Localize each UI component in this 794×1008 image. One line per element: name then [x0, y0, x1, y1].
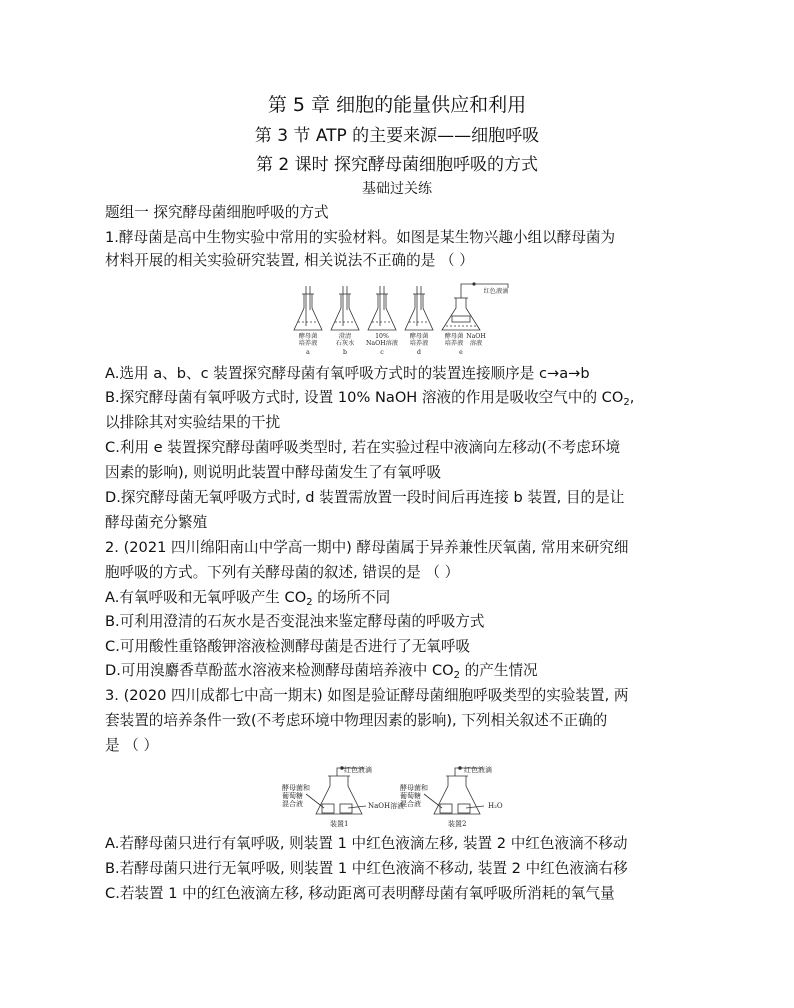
q3-fig1-caption: 装置1	[330, 820, 349, 828]
lesson-title: 第 2 课时 探究酵母菌细胞呼吸的方式	[255, 155, 539, 175]
q3-fig2-solution: H₂O	[488, 802, 503, 810]
exercise-title: 基础过关练	[362, 181, 432, 197]
q1-option-a: A.选用 a、b、c 装置探究酵母菌有氧呼吸方式时的装置连接顺序是 c→a→b	[105, 365, 590, 382]
q1-fig-letter-b: b	[343, 349, 347, 356]
q3-fig2-label-2: 葡萄糖	[400, 792, 421, 800]
q1-stem-line1: 1.酵母菌是高中生物实验中常用的实验材料。如图是某生物兴趣小组以酵母菌为	[105, 229, 616, 246]
q1-fig-label-b1: 澄清	[338, 333, 352, 340]
q3-fig1-label-3: 混合液	[282, 800, 303, 808]
q1-fig-label-e3: NaOH	[466, 333, 486, 340]
q2-stem-line1: 2. (2021 四川绵阳南山中学高一期中) 酵母菌属于异养兼性厌氧菌, 常用来研究细	[105, 539, 629, 556]
q1-fig-label-a1: 酵母菌	[298, 333, 318, 340]
q1-fig-label-d2: 培养液	[409, 340, 429, 347]
q1-fig-label-e4: 溶液	[469, 340, 483, 347]
chapter-title: 第 5 章 细胞的能量供应和利用	[267, 94, 527, 116]
q3-fig1-drop: 红色液滴	[344, 766, 372, 774]
group-title: 题组一 探究酵母菌细胞呼吸的方式	[105, 204, 329, 221]
q3-fig2-caption: 装置2	[448, 820, 467, 828]
q1-option-d-line2: 酵母菌充分繁殖	[105, 514, 208, 531]
q1-option-b-line2: 以排除其对实验结果的干扰	[105, 414, 281, 431]
q1-option-c-line1: C.利用 e 装置探究酵母菌呼吸类型时, 若在实验过程中液滴向左移动(不考虑环境	[105, 439, 621, 456]
q1-fig-label-e2: 培养液	[444, 340, 464, 347]
q1-fig-letter-a: a	[306, 349, 310, 356]
q3-stem-line1: 3. (2020 四川成都七中高一期末) 如图是验证酵母菌细胞呼吸类型的实验装置, 两	[105, 687, 629, 704]
q3-fig1-label-2: 葡萄糖	[282, 792, 303, 800]
q1-fig-label-e1: 酵母菌	[444, 333, 464, 340]
q2-option-c: C.可用酸性重铬酸钾溶液检测酵母菌是否进行了无氧呼吸	[105, 638, 471, 655]
q1-fig-label-d1: 酵母菌	[409, 333, 429, 340]
q1-fig-drop-label: 红色液滴	[483, 288, 509, 295]
q3-fig2-label-1: 酵母菌和	[400, 784, 428, 792]
q3-fig1-solution: NaOH溶液	[368, 802, 405, 810]
q1-option-b-line1: B.探究酵母菌有氧呼吸方式时, 设置 10% NaOH 溶液的作用是吸收空气中的 $CO_2$,	[105, 389, 635, 408]
q1-fig-letter-c: c	[380, 349, 384, 356]
q2-stem-line2: 胞呼吸的方式。下列有关酵母菌的叙述, 错误的是 （ ）	[105, 564, 460, 581]
q3-fig2-drop: 红色液滴	[464, 766, 492, 774]
q3-option-c: C.若装置 1 中的红色液滴左移, 移动距离可表明酵母菌有氧呼吸所消耗的氧气量	[105, 885, 615, 902]
q3-stem-line2: 套装置的培养条件一致(不考虑环境中物理因素的影响), 下列相关叙述不正确的	[105, 712, 608, 729]
q3-figure	[282, 762, 522, 832]
q1-stem-line2: 材料开展的相关实验研究装置, 相关说法不正确的是 （ ）	[105, 252, 474, 269]
section-title: 第 3 节 ATP 的主要来源——细胞呼吸	[254, 126, 540, 146]
q3-option-a: A.若酵母菌只进行有氧呼吸, 则装置 1 中红色液滴左移, 装置 2 中红色液滴不移动	[105, 835, 628, 852]
q1-option-d-line1: D.探究酵母菌无氧呼吸方式时, d 装置需放置一段时间后再连接 b 装置, 目的是让	[105, 489, 625, 506]
q1-figure	[290, 280, 520, 362]
q1-fig-letter-d: d	[417, 349, 421, 356]
q1-fig-label-c1: 10%	[375, 333, 389, 340]
q1-fig-label-b2: 石灰水	[335, 340, 355, 347]
q3-fig1-label-1: 酵母菌和	[282, 784, 310, 792]
q1-fig-label-a2: 培养液	[298, 340, 318, 347]
q3-option-b: B.若酵母菌只进行无氧呼吸, 则装置 1 中红色液滴不移动, 装置 2 中红色液滴右移	[105, 860, 628, 877]
q3-fig2-label-3: 混合液	[400, 800, 421, 808]
q2-option-d: D.可用溴麝香草酚蓝水溶液来检测酵母菌培养液中 $CO_2$ 的产生情况	[105, 662, 538, 681]
q2-option-a: A.有氧呼吸和无氧呼吸产生 $CO_2$ 的场所不同	[105, 589, 391, 608]
q3-stem-line3: 是 （ ）	[105, 737, 159, 754]
q1-fig-label-c2: NaOH溶液	[366, 340, 398, 347]
q2-option-b: B.可利用澄清的石灰水是否变混浊来鉴定酵母菌的呼吸方式	[105, 613, 485, 630]
q1-option-c-line2: 因素的影响), 则说明此装置中酵母菌发生了有氧呼吸	[105, 464, 442, 481]
q1-fig-letter-e: e	[459, 349, 463, 356]
